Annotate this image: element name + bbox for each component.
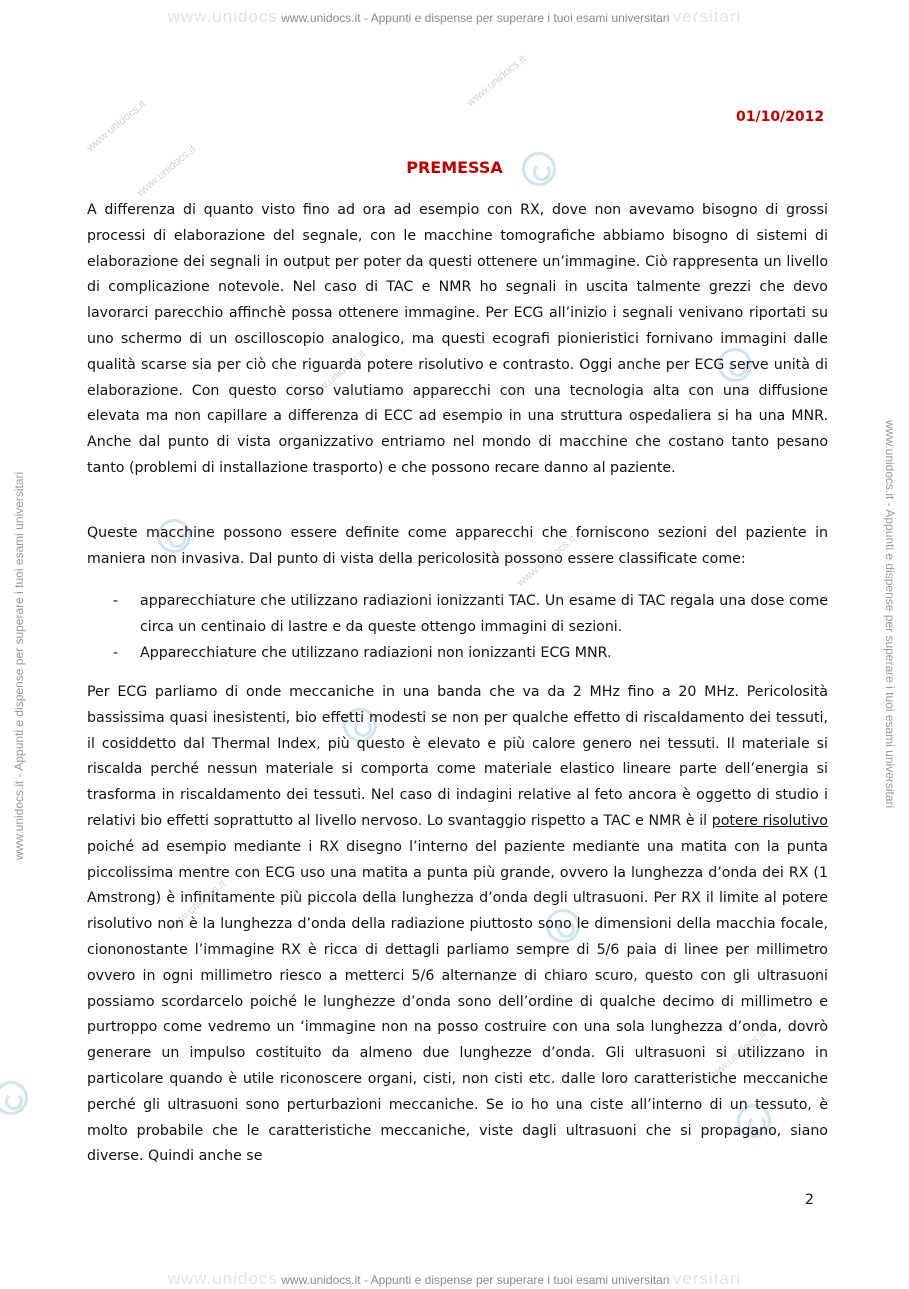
banner-ghost-left: www.unidocs — [167, 7, 278, 26]
paragraph-ecg-rest: poiché ad esempio mediante i RX disegno l’interno del paziente mediante una matita con la punta piccolissima mentre con ECG uso una matita a punta più grande, ovvero la lunghezza d’onda dei RX (1 Amstrong) è infinitamente più piccola della lunghezza d’onda degli ultrasuoni. Per RX il limite al potere risolutivo non è la lunghezza d’onda della radiazione piuttosto sono le dimensioni della macchia focale, ciononostante l’immagine RX è ricca di dettagli parliamo sempre di 5/6 paia di linee per millimetro ovvero in ogni millimetro riesco a metterci 5/6 alternanze di chiaro scuro, questo con gli ultrasuoni possiamo scordarcelo poiché le lunghezze d’onda sono dell’ordine di qualche decimo di millimetro e purtroppo come vedremo un ‘immagine non na posso costruire con una sola lunghezza d’onda, dovrò generare un impulso costituito da almeno due lunghezze d’onda. Gli ultrasuoni si utilizzano in particolare quando è utile riconoscere organi, cisti, non cisti etc. dalle loro caratteristiche meccaniche perché gli ultrasuoni sono perturbazioni meccaniche. Se io ho una ciste all’interno di un tessuto, è molto probabile che le caratteristiche meccaniche, viste dagli ultrasuoni che si propagano, siano diverse. Quindi anche se — [87, 838, 828, 1165]
side-banner-left: www.unidocs.it - Appunti e dispense per superare i tuoi esami universitari — [12, 471, 26, 860]
watermark-text: www.unidocs.it — [164, 878, 229, 934]
paragraph-classification: Queste macchine possono essere definite come apparecchi che forniscono sezioni del paziente in maniera non invasiva. Dal punto di vista della pericolosità possono essere classificate come: — [87, 525, 828, 567]
bullet-dash: - — [113, 593, 119, 609]
list-item — [113, 641, 828, 667]
watermark-text: www.unidocs.it — [464, 53, 529, 109]
bullet-dash: - — [113, 644, 119, 661]
document-date: 01/10/2012 — [736, 109, 825, 125]
side-banner-right: www.unidocs.it - Appunti e dispense per superare i tuoi esami universitari — [883, 420, 897, 809]
footer-banner — [0, 1269, 909, 1289]
watermark-text: www.unidocs.it — [84, 98, 149, 154]
paragraph-ecg — [87, 680, 828, 1170]
watermark-text: www.unidocs.it — [304, 348, 369, 404]
watermark-text: www.unidocs.it — [134, 143, 199, 199]
section-title: PREMESSA — [406, 158, 503, 177]
watermark-text: www.unidocs.it — [514, 533, 579, 589]
banner-text: www.unidocs.it - Appunti e dispense per superare i tuoi esami universitari — [281, 11, 670, 25]
banner-ghost-right: versitari — [672, 7, 742, 26]
paragraph-intro: A differenza di quanto visto fino ad ora ad esempio con RX, dove non avevamo bisogno di grossi processi di elaborazione del segnale, con le macchine tomografiche abbiamo bisogno di sistemi di elaborazione dei segnali in output per poter da questi ottenere un’immagine. Ciò rappresenta un livello di complicazione notevole. Nel caso di TAC e NMR ho segnali in uscita talmente grezzi che devo lavorarci parecchio affinchè possa ottenere immagine. Per ECG all’inizio i segnali venivano riportati su uno schermo di un oscilloscopio analogico, ma questi ecografi pionieristici fornivano immagini dalle qualità scarse sia per ciò che riguarda potere risolutivo e contrasto. Oggi anche per ECG serve unità di elaborazione. Con questo corso valutiamo apparecchi con una tecnologia alta con una diffusione elevata ma non capillare a differenza di ECC ad esempio in una struttura ospedaliera si ha una MNR. Anche dal punto di vista organizzativo entriamo nel mondo di macchine che costano tanto pesano tanto (problemi di installazione trasporto) e che possono recare danno al paziente. — [87, 202, 828, 476]
page-number: 2 — [805, 1192, 814, 1208]
paragraph-ecg-start: Per ECG parliamo di onde meccaniche in una banda che va da 2 MHz fino a 20 MHz. Pericolosità bassissima quasi inesistenti, bio effetti modesti se non per qualche effetto di riscaldamento dei tessuti, il cosiddetto dal Thermal Index, più questo è elevato e più calore genero nei tessuti. Il materiale si riscalda perché nessun materiale si comporta come materiale elastico lineare parte dell’energia si trasforma in riscaldamento dei tessuti. Nel caso di indagini relative al feto ancora è oggetto di studio i relativi bio effetti soprattutto al livello nervoso. Lo svantaggio rispetto a TAC e NMR è il — [87, 684, 828, 829]
list-item-text: Apparecchiature che utilizzano radiazioni non ionizzanti ECG MNR. — [140, 644, 612, 661]
banner-ghost-right: versitari — [672, 1269, 742, 1288]
underlined-term: potere risolutivo — [711, 812, 828, 829]
list-item-text: apparecchiature che utilizzano radiazioni ionizzanti TAC. Un esame di TAC regala una dose come circa un centinaio di lastre e da queste ottengo immagini di sezioni. — [140, 593, 828, 635]
banner-ghost-left: www.unidocs — [167, 1269, 278, 1288]
banner-text: www.unidocs.it - Appunti e dispense per superare i tuoi esami universitari — [281, 1273, 670, 1287]
list-item — [113, 589, 828, 641]
header-banner — [0, 7, 909, 27]
watermark-text: www.unidocs.it — [704, 1028, 769, 1084]
classification-list — [113, 589, 828, 666]
watermark-logo-icon — [0, 1081, 28, 1115]
